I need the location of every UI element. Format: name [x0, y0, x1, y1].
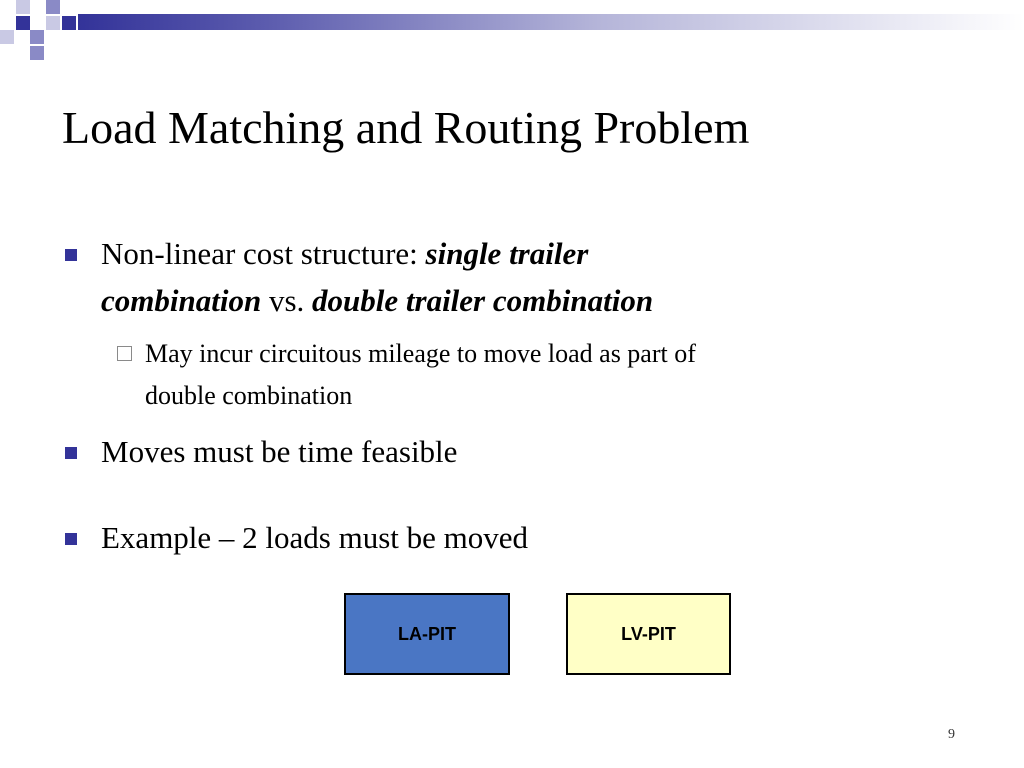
decor-square: [0, 30, 14, 44]
bullet-marker: [65, 533, 77, 545]
load-box-label: LA-PIT: [398, 623, 456, 644]
bullet-1-emphasis-combination: combination: [101, 283, 262, 318]
bullet-2-text: Moves must be time feasible: [101, 434, 458, 469]
bullet-1-emphasis-double: double trailer combination: [312, 283, 654, 318]
load-box-la-pit: [344, 593, 510, 675]
decor-square: [16, 0, 30, 14]
bullet-1-line-2: [101, 281, 653, 321]
load-box-label: LV-PIT: [621, 623, 676, 644]
decor-square: [30, 30, 44, 44]
header-gradient-band: [78, 14, 1024, 30]
decor-square: [62, 16, 76, 30]
slide-title: Load Matching and Routing Problem: [62, 102, 750, 153]
bullet-1-emphasis-single: single trailer: [425, 236, 589, 271]
bullet-1-prefix: Non-linear cost structure:: [101, 236, 426, 271]
bullet-marker: [65, 249, 77, 261]
decor-square: [46, 0, 60, 14]
sub-bullet-line-1: May incur circuitous mileage to move load as part of: [145, 339, 696, 368]
decor-square: [16, 16, 30, 30]
bullet-3-text: Example – 2 loads must be moved: [101, 520, 529, 555]
decor-square: [46, 16, 60, 30]
load-box-lv-pit: [566, 593, 731, 675]
sub-bullet-line-2: double combination: [145, 381, 353, 410]
bullet-1-line-1: [101, 234, 588, 274]
bullet-1-vs: vs.: [261, 283, 313, 318]
decor-square: [30, 46, 44, 60]
page-number: 9: [948, 727, 955, 742]
bullet-marker: [65, 447, 77, 459]
sub-bullet-marker: [117, 346, 132, 361]
